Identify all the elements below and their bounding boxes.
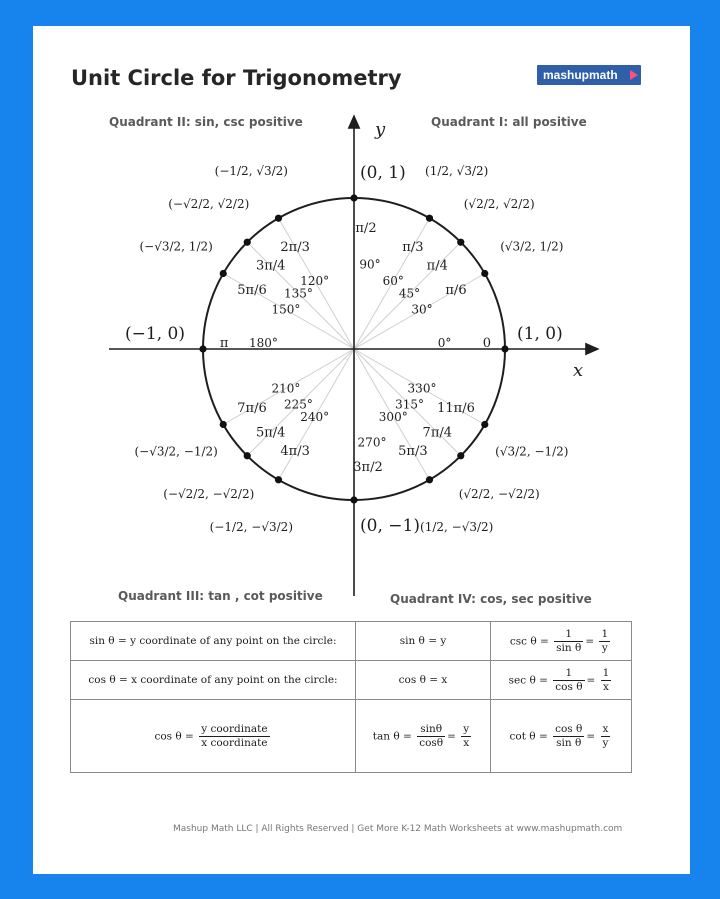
point-45 bbox=[457, 239, 464, 246]
degree-label-300: 300° bbox=[378, 410, 408, 425]
point-210 bbox=[220, 421, 227, 428]
coord-label-240: (−1/2, −√3/2) bbox=[209, 519, 294, 534]
point-270 bbox=[350, 496, 357, 503]
coord-label-150: (−√3/2, 1/2) bbox=[139, 239, 213, 254]
coord-label-330: (√3/2, −1/2) bbox=[495, 444, 569, 459]
coord-label-30: (√3/2, 1/2) bbox=[500, 239, 564, 254]
formula-ratio-def: cos θ = $\frac{\text{y coordinate}}{\text{x coordinate}}$ bbox=[71, 700, 356, 773]
degree-label-240: 240° bbox=[300, 410, 330, 425]
point-180 bbox=[199, 345, 206, 352]
footer-credit: Mashup Math LLC | All Rights Reserved | Get More K-12 Math Worksheets at www.mashupmath.com bbox=[173, 824, 623, 834]
quadrant-3-label: Quadrant III: tan , cot positive bbox=[118, 589, 323, 603]
degree-label-135: 135° bbox=[284, 286, 313, 301]
point-right: (1, 0) bbox=[517, 324, 563, 344]
formula-csc: csc θ = $\frac{1}{\text{sin θ}}$ = $\frac{1}{y}$ bbox=[491, 622, 632, 661]
radian-label-330: 11π/6 bbox=[437, 400, 475, 416]
coord-label-135: (−√2/2, √2/2) bbox=[168, 196, 250, 211]
formula-cot: cot θ = $\frac{\text{cos θ}}{\text{sin θ}}$ = $\frac{x}{y}$ bbox=[491, 700, 632, 773]
point-300 bbox=[426, 476, 433, 483]
degree-label-90: 90° bbox=[359, 257, 381, 272]
radian-label-225: 5π/4 bbox=[255, 425, 286, 441]
coord-label-60: (1/2, √3/2) bbox=[425, 164, 489, 179]
unit-circle-diagram bbox=[33, 26, 690, 616]
x-axis-label: x bbox=[573, 360, 584, 381]
coord-label-210: (−√3/2, −1/2) bbox=[134, 444, 218, 459]
page-title: Unit Circle for Trigonometry bbox=[71, 66, 402, 90]
logo-text: mashupmath bbox=[543, 68, 618, 82]
formula-cos-def: cos θ = x coordinate of any point on the circle: bbox=[71, 661, 356, 700]
point-90 bbox=[350, 194, 357, 201]
point-315 bbox=[457, 452, 464, 459]
radian-label-150: 5π/6 bbox=[237, 283, 267, 299]
degree-label-0: 0° bbox=[437, 336, 452, 350]
radian-label-300: 5π/3 bbox=[398, 444, 428, 460]
degree-label-180: 180° bbox=[248, 336, 278, 350]
degree-label-45: 45° bbox=[398, 286, 421, 301]
worksheet bbox=[33, 26, 690, 874]
degree-label-330: 330° bbox=[407, 381, 437, 396]
quadrant-2-label: Quadrant II: sin, csc positive bbox=[109, 115, 303, 129]
point-330 bbox=[481, 421, 488, 428]
point-left: (−1, 0) bbox=[125, 324, 185, 344]
point-120 bbox=[275, 215, 282, 222]
point-top: (0, 1) bbox=[360, 163, 406, 183]
degree-label-225: 225° bbox=[284, 397, 313, 412]
radian-label-240: 4π/3 bbox=[280, 444, 310, 460]
radian-label-45: π/4 bbox=[426, 258, 448, 274]
y-axis-label: y bbox=[375, 119, 386, 140]
point-bottom: (0, −1) bbox=[360, 516, 420, 536]
point-240 bbox=[275, 476, 282, 483]
formula-tan: tan θ = $\frac{\sin\theta}{\cos\theta}$ = $\frac{y}{x}$ bbox=[356, 700, 491, 773]
coord-label-45: (√2/2, √2/2) bbox=[463, 196, 535, 211]
point-60 bbox=[426, 215, 433, 222]
degree-label-60: 60° bbox=[382, 273, 404, 288]
radian-label-60: π/3 bbox=[402, 239, 424, 255]
point-30 bbox=[481, 270, 488, 277]
point-225 bbox=[244, 452, 251, 459]
coord-label-300: (1/2, −√3/2) bbox=[420, 519, 494, 534]
quadrant-4-label: Quadrant IV: cos, sec positive bbox=[390, 592, 592, 606]
degree-label-210: 210° bbox=[271, 381, 301, 396]
radian-label-30: π/6 bbox=[445, 283, 467, 299]
radian-label-315: 7π/4 bbox=[422, 425, 453, 441]
degree-label-120: 120° bbox=[300, 273, 330, 288]
degree-label-315: 315° bbox=[395, 397, 424, 412]
degree-label-150: 150° bbox=[271, 302, 301, 317]
coord-label-225: (−√2/2, −√2/2) bbox=[163, 487, 255, 502]
degree-label-270: 270° bbox=[357, 435, 387, 450]
formula-sin: sin θ = y bbox=[356, 622, 491, 661]
formula-sec: sec θ = $\frac{1}{\text{cos θ}}$ = $\frac{1}{x}$ bbox=[491, 661, 632, 700]
degree-label-30: 30° bbox=[411, 302, 433, 317]
coord-label-315: (√2/2, −√2/2) bbox=[458, 487, 540, 502]
radian-label-180: π bbox=[219, 336, 229, 351]
formula-sin-def: sin θ = y coordinate of any point on the circle: bbox=[71, 622, 356, 661]
point-135 bbox=[244, 239, 251, 246]
formula-table bbox=[70, 621, 632, 773]
formula-cos: cos θ = x bbox=[356, 661, 491, 700]
radian-label-210: 7π/6 bbox=[237, 400, 267, 416]
quadrant-1-label: Quadrant I: all positive bbox=[431, 115, 587, 129]
radian-label-270: 3π/2 bbox=[353, 459, 383, 475]
radian-label-135: 3π/4 bbox=[255, 258, 286, 274]
point-0 bbox=[501, 345, 508, 352]
radian-label-0: 0 bbox=[482, 336, 492, 351]
coord-label-120: (−1/2, √3/2) bbox=[214, 164, 288, 179]
radian-label-120: 2π/3 bbox=[280, 239, 310, 255]
radian-label-90: π/2 bbox=[355, 221, 377, 237]
point-150 bbox=[220, 270, 227, 277]
